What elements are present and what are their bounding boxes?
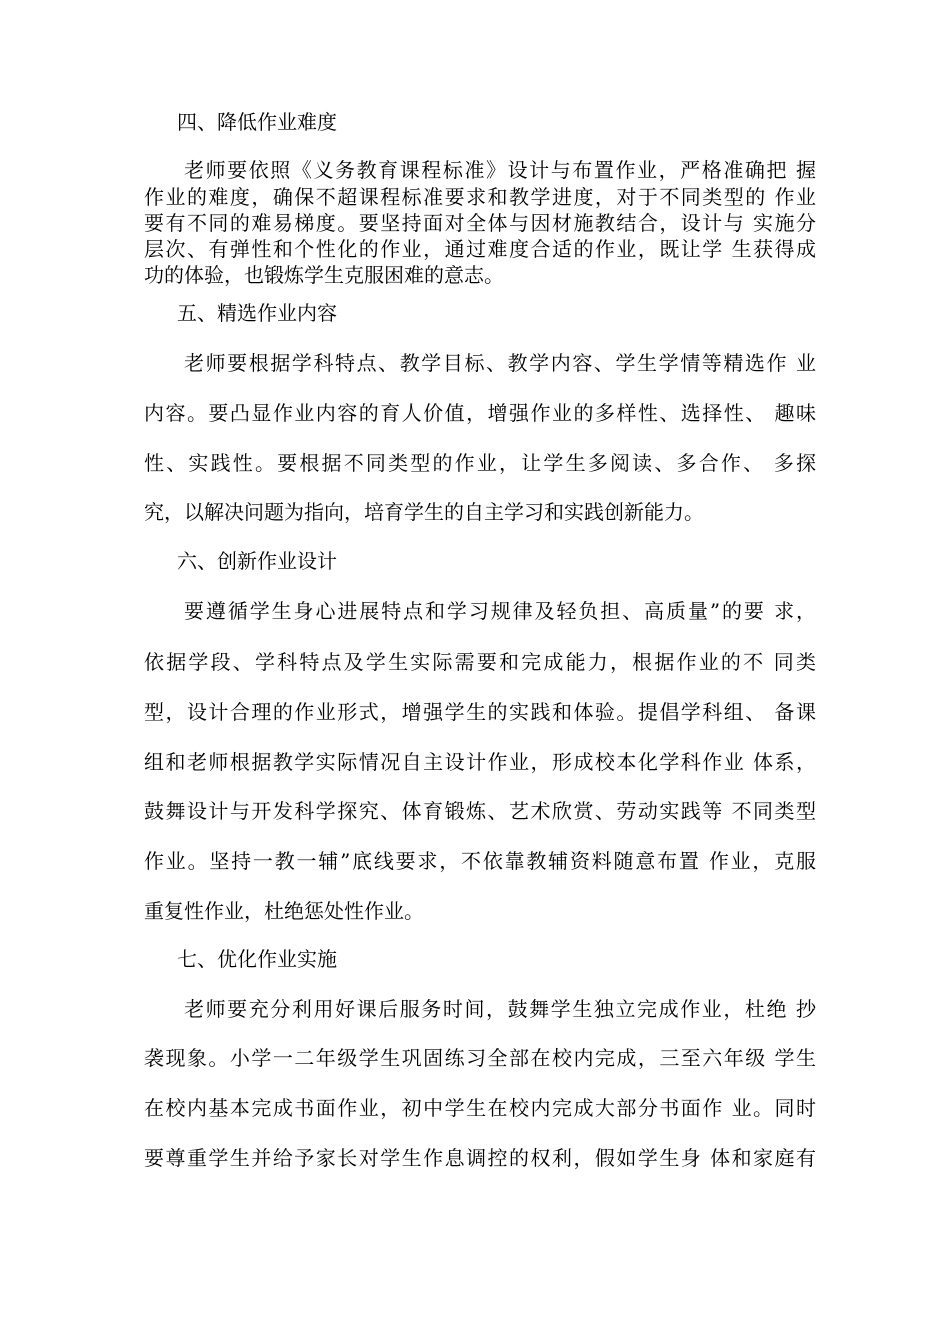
paragraph-line: 袭现象。小学一二年级学生巩固练习全部在校内完成，三至六年级 学生 (144, 1046, 816, 1070)
paragraph-line: 老师要根据学科特点、教学目标、教学内容、学生学情等精选作 业 (184, 351, 816, 375)
paragraph-line: 重复性作业，杜绝惩处性作业。 (144, 899, 424, 923)
paragraph-line: 老师要依照《义务教育课程标准》设计与布置作业，严格准确把 握 (184, 158, 816, 182)
paragraph-line: 功的体验，也锻炼学生克服困难的意志。 (144, 263, 504, 287)
paragraph-line: 要有不同的难易梯度。要坚持面对全体与因材施教结合，设计与 实施分 (144, 211, 816, 235)
paragraph-line: 内容。要凸显作业内容的育人价值，增强作业的多样性、选择性、 趣味 (144, 401, 816, 425)
paragraph-line: 究，以解决问题为指向，培育学生的自主学习和实践创新能力。 (144, 500, 704, 524)
paragraph-line: 作业。坚持一教一辅”底线要求，不依靠教辅资料随意布置 作业，克服 (144, 849, 816, 873)
section-heading-5: 五、精选作业内容 (177, 301, 337, 325)
paragraph-line: 层次、有弹性和个性化的作业，通过难度合适的作业，既让学 生获得成 (144, 237, 816, 261)
paragraph-line: 型，设计合理的作业形式，增强学生的实践和体验。提倡学科组、 备课 (144, 700, 816, 724)
section-heading-6: 六、创新作业设计 (177, 549, 337, 573)
paragraph-line: 要尊重学生并给予家长对学生作息调控的权利，假如学生身 体和家庭有 (144, 1146, 816, 1170)
paragraph-line: 老师要充分利用好课后服务时间，鼓舞学生独立完成作业，杜绝 抄 (184, 997, 816, 1021)
paragraph-line: 要遵循学生身心进展特点和学习规律及轻负担、高质量”的要 求， (184, 599, 816, 623)
paragraph-line: 作业的难度，确保不超课程标准要求和教学进度，对于不同类型的 作业 (144, 185, 816, 209)
paragraph-line: 依据学段、学科特点及学生实际需要和完成能力，根据作业的不 同类 (144, 650, 816, 674)
paragraph-line: 在校内基本完成书面作业，初中学生在校内完成大部分书面作 业。同时 (144, 1096, 816, 1120)
paragraph-line: 性、实践性。要根据不同类型的作业，让学生多阅读、多合作、 多探 (144, 451, 816, 475)
section-heading-4: 四、降低作业难度 (177, 110, 337, 134)
section-heading-7: 七、优化作业实施 (177, 947, 337, 971)
paragraph-line: 组和老师根据教学实际情况自主设计作业，形成校本化学科作业 体系， (144, 750, 816, 774)
paragraph-line: 鼓舞设计与开发科学探究、体育锻炼、艺术欣赏、劳动实践等 不同类型 (144, 799, 816, 823)
